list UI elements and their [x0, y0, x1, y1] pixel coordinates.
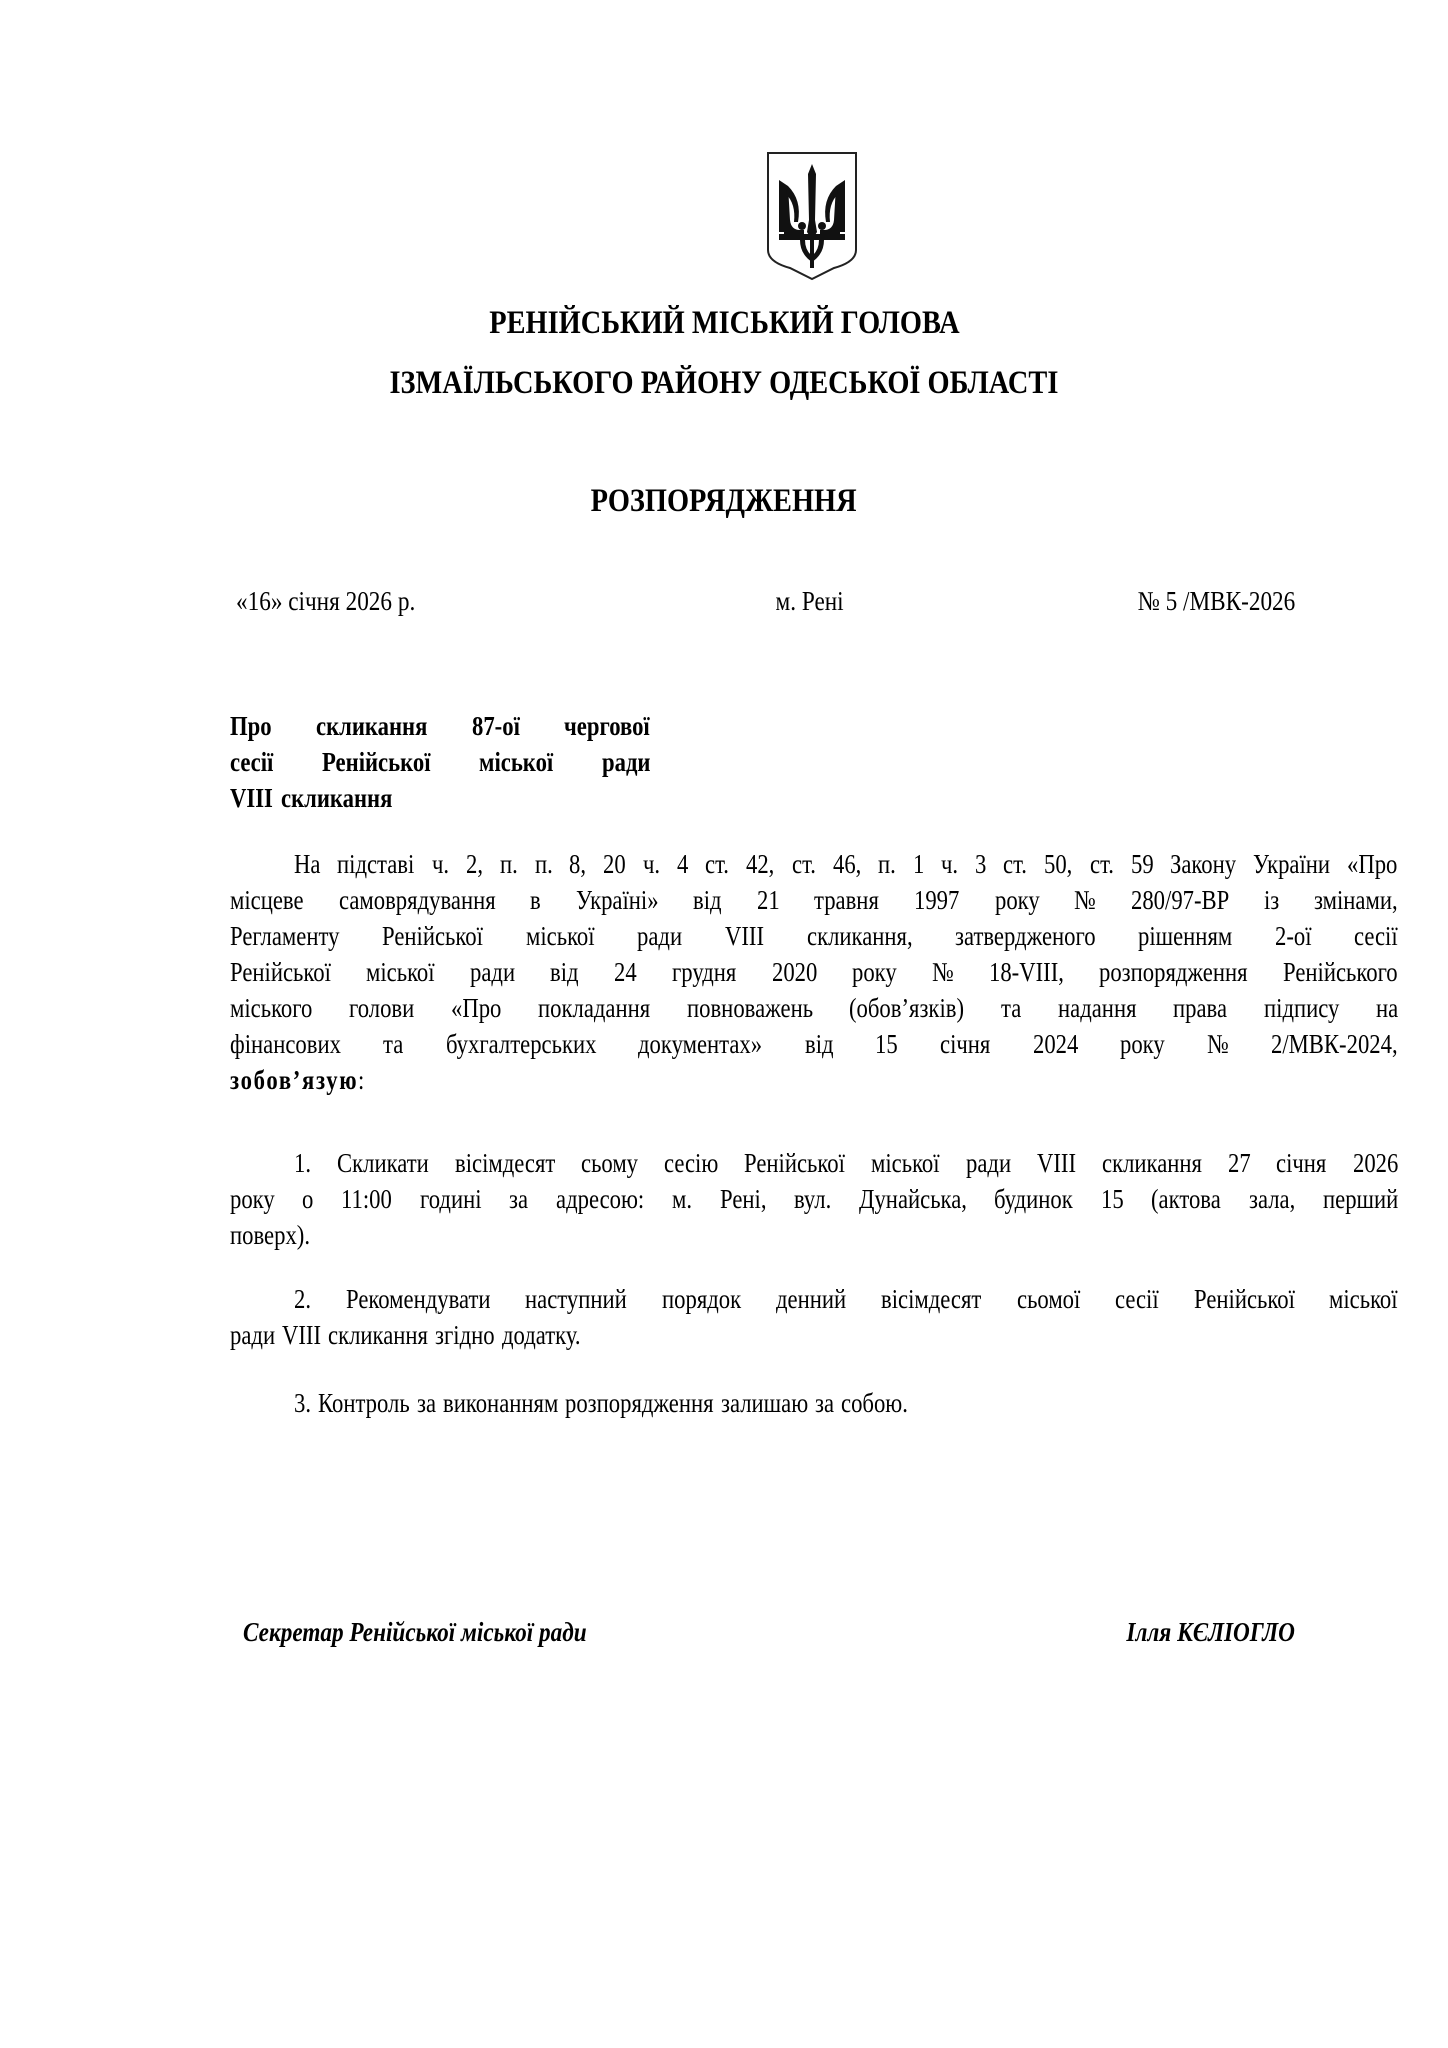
- paragraph-line: [230, 918, 1398, 954]
- word: 3: [975, 849, 987, 879]
- preamble-paragraph: [230, 846, 1398, 1098]
- document-subject: [230, 708, 650, 816]
- word: 42,: [746, 849, 775, 879]
- word: міського: [230, 993, 313, 1023]
- word: 1.: [294, 1148, 312, 1178]
- word: на: [1375, 993, 1398, 1023]
- word: 1997: [914, 885, 960, 915]
- word: ради: [230, 1320, 276, 1350]
- issuer-region: ІЗМАЇЛЬСЬКОГО РАЙОНУ ОДЕСЬКОЇ ОБЛАСТІ: [389, 365, 1059, 401]
- word: Закону: [1170, 849, 1237, 879]
- word: ради: [965, 1148, 1011, 1178]
- word: 3.: [294, 1388, 312, 1418]
- word: 2-ої: [1275, 921, 1312, 951]
- word: Україні»: [575, 885, 659, 915]
- subject-line: [230, 780, 650, 816]
- word: 50,: [1044, 849, 1073, 879]
- paragraph-line: [230, 1062, 1398, 1098]
- word: 20: [603, 849, 626, 879]
- word: Регламенту: [230, 921, 340, 951]
- word: травня: [814, 885, 880, 915]
- word: «Про: [1347, 849, 1398, 879]
- word: міської: [1329, 1284, 1398, 1314]
- word: адресою:: [555, 1184, 645, 1214]
- word: Рені,: [719, 1184, 767, 1214]
- word: міської: [478, 747, 554, 777]
- word: ч.: [431, 849, 449, 879]
- word: надання: [1057, 993, 1137, 1023]
- word: №: [1074, 885, 1096, 915]
- word: п.: [499, 849, 518, 879]
- colon: :: [358, 1065, 365, 1095]
- word: наступний: [525, 1284, 628, 1314]
- word: сесію: [663, 1148, 719, 1178]
- document-date: «16» січня 2026 р.: [236, 586, 416, 616]
- word: України: [1253, 849, 1331, 879]
- document-number: № 5 /МВК-2026: [1137, 586, 1295, 616]
- issuer-title: РЕНІЙСЬКИЙ МІСЬКИЙ ГОЛОВА: [488, 305, 960, 341]
- word: 1: [912, 849, 924, 879]
- word: 2.: [294, 1284, 312, 1314]
- paragraph-line: [230, 846, 1398, 882]
- paragraph-line: [230, 882, 1398, 918]
- word: 280/97-ВР: [1130, 885, 1230, 915]
- word: 15: [1100, 1184, 1124, 1214]
- word: «Про: [450, 993, 502, 1023]
- word: ч.: [940, 849, 959, 879]
- word: сесії: [230, 747, 274, 777]
- word: січня: [940, 1029, 991, 1059]
- word: 2/МВК-2024,: [1271, 1029, 1398, 1059]
- document-city: м. Рені: [775, 586, 845, 616]
- word: 59: [1130, 849, 1154, 879]
- word: Ренійської: [230, 957, 331, 987]
- paragraph-line: [230, 1181, 1398, 1217]
- word: собою.: [840, 1388, 908, 1418]
- paragraph-line: [230, 954, 1398, 990]
- word: вісімдесят: [454, 1148, 556, 1178]
- word: будинок: [994, 1184, 1074, 1214]
- word: 8,: [569, 849, 587, 879]
- word: січня: [1276, 1148, 1327, 1178]
- word: порядок: [662, 1284, 742, 1314]
- word: та: [1001, 993, 1022, 1023]
- paragraph-line: [230, 1281, 1398, 1317]
- word: Про: [230, 711, 272, 741]
- word: №: [1207, 1029, 1230, 1059]
- word: затвердженого: [954, 921, 1096, 951]
- word: На: [294, 849, 321, 879]
- word: Контроль: [318, 1388, 410, 1418]
- paragraph-line: [230, 1317, 1398, 1353]
- word: Ренійської: [744, 1148, 846, 1178]
- word: підставі: [337, 849, 415, 879]
- word: фінансових: [230, 1029, 341, 1059]
- order-item-2: [230, 1281, 1398, 1353]
- word: за: [509, 1184, 529, 1214]
- word: за: [416, 1388, 436, 1418]
- subject-line: [230, 708, 650, 744]
- word: Ренійського: [1283, 957, 1398, 987]
- word: перший: [1322, 1184, 1399, 1214]
- word: сьому: [581, 1148, 639, 1178]
- word: VIII: [230, 783, 273, 813]
- word: грудня: [672, 957, 737, 987]
- word: зала,: [1248, 1184, 1296, 1214]
- word: документах»: [638, 1029, 763, 1059]
- word: змінами,: [1314, 885, 1398, 915]
- word: 2020: [771, 957, 818, 987]
- word: міської: [871, 1148, 940, 1178]
- word: Скликати: [336, 1148, 429, 1178]
- word: ради: [601, 747, 650, 777]
- word: із: [1264, 885, 1280, 915]
- word: скликання: [1101, 1148, 1202, 1178]
- word: рішенням: [1138, 921, 1233, 951]
- word: VIII: [724, 921, 764, 951]
- word: п.: [877, 849, 896, 879]
- word: VIII: [1036, 1148, 1076, 1178]
- word: (актова: [1151, 1184, 1222, 1214]
- word: ст.: [791, 849, 816, 879]
- word: залишаю: [720, 1388, 808, 1418]
- coat-of-arms-icon: [764, 150, 860, 282]
- word: 46,: [832, 849, 861, 879]
- word: від: [804, 1029, 834, 1059]
- word: Ренійської: [1193, 1284, 1295, 1314]
- word: 15: [875, 1029, 899, 1059]
- word: №: [932, 957, 954, 987]
- word: підпису: [1263, 993, 1340, 1023]
- word: 27: [1227, 1148, 1251, 1178]
- word: в: [530, 885, 541, 915]
- word: згідно: [435, 1320, 495, 1350]
- word: додатку.: [501, 1320, 581, 1350]
- word: поверх).: [230, 1220, 311, 1250]
- word: бухгалтерських: [445, 1029, 597, 1059]
- word: року: [1120, 1029, 1166, 1059]
- word: ради: [636, 921, 683, 951]
- word: 21: [756, 885, 780, 915]
- word: від: [693, 885, 722, 915]
- word: ч.: [642, 849, 661, 879]
- word: 2024: [1032, 1029, 1079, 1059]
- word: місцеве: [230, 885, 304, 915]
- word: ради: [469, 957, 516, 987]
- word: Рекомендувати: [345, 1284, 491, 1314]
- word: ст.: [1089, 849, 1114, 879]
- paragraph-line: [230, 1385, 1398, 1421]
- word: сесії: [1354, 921, 1398, 951]
- word: 2026: [1352, 1148, 1398, 1178]
- document-type: РОЗПОРЯДЖЕННЯ: [591, 483, 857, 519]
- word: (обов’язків): [849, 993, 965, 1023]
- word: розпорядження: [1099, 957, 1248, 987]
- word: самоврядування: [338, 885, 496, 915]
- word: вісімдесят: [881, 1284, 982, 1314]
- signatory-title: Секретар Ренійської міської ради: [243, 1617, 587, 1647]
- word: та: [383, 1029, 404, 1059]
- paragraph-line: [230, 1145, 1398, 1181]
- word: покладання: [537, 993, 651, 1023]
- word: денний: [776, 1284, 847, 1314]
- word: годині: [419, 1184, 482, 1214]
- word: міської: [525, 921, 595, 951]
- word: 18-VIII,: [989, 957, 1065, 987]
- word: розпорядження: [565, 1388, 714, 1418]
- word: чергової: [564, 711, 650, 741]
- word: виконанням: [442, 1388, 559, 1418]
- word: Ренійської: [321, 747, 431, 777]
- word: ст.: [705, 849, 730, 879]
- word: о: [302, 1184, 314, 1214]
- word: 11:00: [341, 1184, 393, 1214]
- word: від: [550, 957, 579, 987]
- word: ст.: [1003, 849, 1028, 879]
- word: VIII: [282, 1320, 322, 1350]
- word: за: [814, 1388, 834, 1418]
- order-item-1: [230, 1145, 1398, 1253]
- word: сесії: [1114, 1284, 1159, 1314]
- word: повноважень: [686, 993, 813, 1023]
- word: скликання,: [806, 921, 913, 951]
- subject-line: [230, 744, 650, 780]
- word: 24: [614, 957, 637, 987]
- word: 87-ої: [471, 711, 520, 741]
- word: голови: [348, 993, 415, 1023]
- word: Ренійської: [382, 921, 484, 951]
- word: року: [852, 957, 898, 987]
- word: м.: [671, 1184, 692, 1214]
- word: сьомої: [1016, 1284, 1080, 1314]
- word: п.: [534, 849, 553, 879]
- word: 2,: [465, 849, 483, 879]
- obligation-keyword: зобов’язую: [230, 1065, 359, 1095]
- signatory-name: Ілля КЄЛІОГЛО: [1126, 1617, 1295, 1647]
- word: 4: [677, 849, 689, 879]
- order-item-3: [230, 1385, 1398, 1421]
- word: права: [1173, 993, 1228, 1023]
- word: року: [994, 885, 1040, 915]
- word: вул.: [793, 1184, 832, 1214]
- paragraph-line: [230, 1217, 1398, 1253]
- word: скликання: [280, 783, 393, 813]
- word: міської: [366, 957, 435, 987]
- word: скликання: [328, 1320, 429, 1350]
- word: скликання: [316, 711, 428, 741]
- paragraph-line: [230, 990, 1398, 1026]
- paragraph-line: [230, 1026, 1398, 1062]
- word: року: [230, 1184, 275, 1214]
- word: Дунайська,: [858, 1184, 967, 1214]
